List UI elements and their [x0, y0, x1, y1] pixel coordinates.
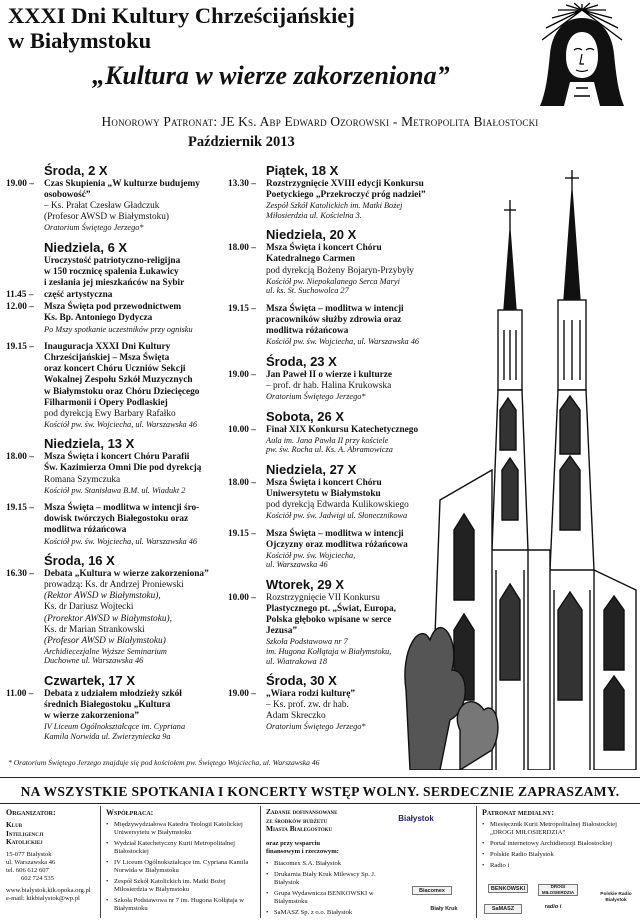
funding-heading: Miasta Białegostoku	[266, 824, 333, 833]
day-heading: Wtorek, 29 X	[266, 577, 345, 593]
event-time: 11.00 –	[6, 688, 34, 699]
event-title: Jan Paweł II o wierze i kulturze	[266, 369, 393, 380]
organizer-name: Klub	[6, 820, 23, 829]
event-time: 19.00 –	[228, 369, 256, 380]
event-location: IV Liceum Ogólnokształcące im. Cypriana	[44, 722, 186, 732]
event-item	[228, 478, 452, 521]
event-location: ul. ks. St. Suchowolca 27	[266, 286, 349, 296]
event-conductor: pod dyrekcją Bożeny Bojaryn-Przybyły	[266, 265, 414, 276]
event-title: Ojczyzny oraz modlitwa różańcowa	[266, 539, 408, 550]
event-item	[6, 256, 252, 289]
event-item	[6, 290, 252, 301]
event-title: Katedralnego Carmen	[266, 254, 356, 265]
samasz-logo: SaMASZ	[484, 904, 522, 914]
organizer-block	[6, 808, 98, 903]
event-title: część artystyczna	[44, 290, 113, 301]
event-title: Uniwersytetu w Białymstoku	[266, 488, 381, 499]
event-time: 19.15 –	[228, 528, 256, 539]
event-speaker-role: (Prorektor AWSD w Białymstoku),	[44, 613, 172, 624]
organizer-name: Inteligencji	[6, 828, 44, 838]
event-item	[6, 689, 252, 741]
month-heading: Październik 2013	[188, 134, 295, 150]
event-title: modlitwa różańcowa	[266, 326, 349, 337]
event-time: 19.15 –	[6, 503, 34, 514]
divider	[476, 806, 477, 918]
event-location: Oratorium Świętego Jerzego*	[266, 391, 366, 401]
list-item: • IV Liceum Ogólnokształcące im. Cypriana Kamila Norwida w Białymstoku	[106, 859, 256, 875]
event-item	[228, 304, 452, 347]
event-speaker: Ks. dr Dariusz Wojtecki	[44, 602, 134, 613]
honorary-patronage: Honorowy Patronat: JE Ks. Abp Edward Ozorowski - Metropolita Białostocki	[101, 114, 539, 129]
support-heading: oraz przy wsparciu	[266, 839, 321, 847]
schedule-left-column	[6, 160, 252, 742]
event-title: Rozstrzygnięcie VII Konkursu	[266, 593, 380, 604]
event-location: Miłosierdzia ul. Kościelna 3.	[266, 210, 362, 220]
event-location: Oratorium Świętego Jerzego*	[266, 722, 366, 732]
event-title: Msza Święta – modlitwa w intencji	[266, 528, 404, 539]
event-title: Debata z udziałem młodzieży szkół	[44, 688, 182, 699]
event-title: Jezusa”	[266, 626, 297, 637]
event-title: Filharmonii i Opery Podlaskiej	[44, 397, 168, 408]
event-item	[6, 342, 252, 429]
title-line-1: XXXI Dni Kultury Chrześcijańskiej	[8, 3, 355, 28]
event-location: Archidiecezjalne Wyższe Seminarium	[44, 646, 167, 656]
event-item	[228, 689, 452, 732]
organizer-website[interactable]: www.bialystok.kik.opoka.org.pl	[6, 886, 91, 894]
schedule-right-column	[228, 160, 452, 733]
event-location: Kościół pw. św. Wojciecha,	[266, 550, 356, 560]
poster-subtitle: „Kultura w wierze zakorzeniona”	[92, 61, 450, 90]
event-title: w Białymstoku oraz Chóru Dziecięcego	[44, 386, 200, 397]
list-item: • Radio i	[482, 862, 636, 870]
day-heading: Środa, 23 X	[266, 353, 337, 369]
divider	[260, 806, 261, 918]
organizer-name: Katolickiej	[6, 837, 43, 847]
event-location: Kościół pw. św. Jadwigi ul. Słonecznikowa	[266, 511, 408, 521]
event-time: 10.00 –	[228, 424, 256, 435]
cooperation-block	[106, 808, 256, 916]
event-title: Msza Święta pod przewodnictwem	[44, 302, 182, 313]
event-title: Inauguracja XXXI Dni Kultury	[44, 342, 171, 353]
list-item: • SaMASZ Sp. z o.o. Białystok	[266, 909, 396, 917]
event-time: 16.30 –	[6, 569, 34, 580]
event-conductor: pod dyrekcją Edwarda Kulikowskiego	[266, 499, 409, 510]
drogi-milosierdzia-logo: DROGI MIŁOSIERDZIA	[538, 884, 578, 896]
event-conductor: pod dyrekcją Ewy Barbary Rafałko	[44, 408, 176, 419]
event-time: 18.00 –	[228, 477, 256, 488]
organizer-address: 15-077 Białystok	[6, 850, 52, 858]
event-location: ul. Wiatrakowa 18	[266, 656, 328, 666]
event-speaker-role: (Profesor AWSD w Białymstoku)	[44, 212, 170, 223]
event-location: Duchowne ul. Warszawska 46	[44, 656, 144, 666]
day-heading: Środa, 2 X	[44, 163, 108, 178]
event-title: Chrześcijańskiej – Msza Święta	[44, 353, 170, 364]
list-item: • Wydział Katechetyczny Kurii Metropolitalnej Białostockiej	[106, 840, 256, 856]
organizer-address: ul. Warszawska 46	[6, 858, 56, 866]
bialystok-logo: Białystok	[398, 814, 434, 823]
event-title: Czas Skupienia „W kulturze budujemy	[44, 179, 200, 189]
event-item	[6, 452, 252, 495]
divider	[0, 803, 640, 804]
event-location: im. Hugona Kołłątaja w Białymstoku,	[266, 647, 392, 656]
event-title: w wierze zakorzeniona”	[44, 711, 140, 722]
funding-heading: ze środków budżetu	[266, 815, 328, 825]
title-line-2: w Białymstoku	[8, 28, 152, 53]
event-location: Kościół pw. Niepokalanego Serca Maryi	[266, 276, 400, 286]
event-time: 10.00 –	[228, 593, 256, 604]
polskie-radio-logo: Polskie Radio Białystok	[600, 892, 632, 903]
free-entry-banner: NA WSZYSTKIE SPOTKANIA I KONCERTY WSTĘP WOLNY. SERDECZNIE ZAPRASZAMY.	[20, 784, 620, 799]
event-item	[6, 179, 252, 233]
event-time: 11.45 –	[6, 290, 34, 301]
day-heading: Niedziela, 20 X	[266, 227, 357, 243]
event-title: pracowników służby zdrowia oraz	[266, 314, 402, 325]
event-title: i zesłania jej mieszkańców na Sybir	[44, 278, 185, 289]
event-time: 19.15 –	[228, 303, 256, 314]
event-title: Msza Święta i koncert Chóru	[266, 477, 382, 488]
event-title: Debata „Kultura w wierze zakorzeniona”	[44, 569, 209, 580]
event-location: ul. Warszawska 46	[266, 560, 328, 570]
event-item	[228, 243, 452, 295]
event-title: Polska głęboko wpisane w serce	[266, 615, 392, 626]
event-title: Msza Święta – modlitwa w intencji śro-	[44, 503, 200, 514]
bialy-kruk-logo: Biały Kruk	[430, 906, 458, 912]
event-title: Wokalnej Zespołu Szkół Muzycznych	[44, 375, 193, 386]
funding-heading: Zadanie dofinansowane	[266, 807, 338, 816]
event-title: Uroczystość patriotyczno-religijna	[44, 255, 181, 266]
event-location: Kamila Norwida ul. Zwierzyniecka 9a	[44, 731, 171, 741]
list-item: • Polskie Radio Białystok	[482, 851, 636, 859]
event-location: Oratorium Świętego Jerzego*	[44, 223, 144, 233]
event-speaker: Ks. dr Marian Strankowski	[44, 624, 145, 635]
event-title: Poetyckiego „Przekroczyć próg nadziei”	[266, 190, 426, 201]
list-item: • Miesięcznik Kurii Metropolitalnej Białostockiej „DROGI MIŁOSIERDZIA”	[482, 821, 636, 837]
event-location: Aula im. Jana Pawła II przy kościele	[266, 435, 389, 445]
list-item: • Międzywydziałowa Katedra Teologii Katolickiej Uniwersytetu w Białymstoku	[106, 821, 256, 837]
event-item	[6, 569, 252, 666]
organizer-email[interactable]: e-mail: kikbialystok@wp.pl	[6, 894, 80, 902]
list-item: • Zespół Szkół Katolickich im. Matki Bożej Miłosierdzia w Białymstoku	[106, 878, 256, 894]
day-heading: Środa, 16 X	[44, 553, 115, 569]
event-time: 19.15 –	[6, 342, 34, 353]
divider	[100, 806, 101, 918]
event-title: Msza Święta i koncert Chóru	[266, 243, 382, 254]
poster-title	[8, 3, 508, 53]
event-item	[228, 370, 452, 402]
event-title: średnich Białegostoku „Kultura	[44, 700, 171, 711]
event-title: Rozstrzygnięcie XVIII edycji Konkursu	[266, 179, 424, 189]
organizer-phone: tel. 606 612 607	[6, 866, 49, 874]
event-title: Msza Święta i koncert Chóru Parafii	[44, 452, 190, 463]
event-title: Plastycznego pt. „Świat, Europa,	[266, 604, 396, 615]
footnote: * Oratorium Świętego Jerzego znajduje się pod kościołem pw. Świętego Wojciecha, ul. Warszawska 46	[8, 758, 320, 767]
day-heading: Czwartek, 17 X	[44, 672, 136, 688]
event-item	[228, 593, 452, 666]
day-heading: Niedziela, 6 X	[44, 239, 128, 255]
cooperation-heading: Współpraca:	[106, 808, 154, 817]
event-time: 18.00 –	[228, 243, 256, 254]
event-item	[228, 425, 452, 455]
event-title: „Wiara rodzi kulturę”	[266, 689, 356, 700]
list-item: • Biacomex S.A. Białystok	[266, 860, 396, 868]
event-title: osobowość”	[44, 190, 91, 201]
list-item: • Grupa Wydawnicza BENKOWSKI w Białymstoku	[266, 890, 396, 906]
event-location: Kościół pw. św. Wojciecha, ul. Warszawska 46	[44, 536, 198, 546]
madonna-icon	[530, 2, 634, 110]
event-time: 19.00 –	[6, 179, 34, 189]
event-speaker-role: (Rektor AWSD w Białymstoku),	[44, 591, 161, 602]
event-time: 13.30 –	[228, 179, 256, 189]
event-title: dowisk twórczych Białegostoku oraz	[44, 514, 189, 525]
event-item	[228, 179, 452, 220]
event-title: Ks. Bp. Antoniego Dydycza	[44, 313, 153, 324]
event-item	[6, 302, 252, 334]
event-speaker: – Ks. Prałat Czesław Gładczuk	[44, 201, 160, 212]
event-speaker: – prof. dr hab. Halina Krukowska	[266, 380, 392, 391]
event-conductor: Romana Szymczuka	[44, 474, 121, 485]
list-item: • Szkoła Podstawowa nr 7 im. Hugona Kołłątaja w Białymstoku	[106, 897, 256, 913]
radio-i-logo: radio i	[544, 904, 562, 910]
media-heading: Patronat medialny:	[482, 808, 554, 817]
event-title: modlitwa różańcowa	[44, 525, 127, 536]
event-speaker-role: (Profesor AWSD w Białymstoku)	[44, 635, 166, 646]
organizer-heading: Organizator:	[6, 808, 56, 817]
benkowski-logo: BENKOWSKI	[488, 884, 528, 893]
event-item	[228, 529, 452, 570]
event-location: Szkoła Podstawowa nr 7	[266, 637, 348, 647]
day-heading: Środa, 30 X	[266, 673, 337, 689]
event-title: Msza Święta – modlitwa w intencji	[266, 303, 404, 314]
event-speaker: – Ks. prof. zw. dr hab.	[266, 700, 349, 711]
event-note: Po Mszy spotkanie uczestników przy ognisku	[44, 324, 193, 334]
event-time: 19.00 –	[228, 689, 256, 700]
event-title: w 150 rocznicę spalenia Łukawicy	[44, 267, 179, 278]
media-patronage-block	[482, 808, 636, 873]
divider	[0, 777, 640, 778]
event-speaker: prowadzą: Ks. dr Andrzej Proniewski	[44, 580, 184, 591]
event-location: Kościół pw. św. Wojciecha, ul. Warszawska 46	[266, 337, 420, 347]
event-location: Kościół pw. Stanisława B.M. ul. Wiadukt 2	[44, 485, 186, 495]
list-item: • Portal internetowy Archidiecezji Białostockiej	[482, 840, 636, 848]
day-heading: Sobota, 26 X	[266, 408, 345, 424]
event-location: Zespół Szkół Katolickich im. Matki Bożej	[266, 201, 403, 211]
event-speaker: Adam Skreczko	[266, 711, 326, 722]
event-time: 18.00 –	[6, 452, 34, 463]
event-title: oraz koncert Chóru Uczniów Sekcji	[44, 364, 186, 375]
event-location: Kościół pw. św. Wojciecha, ul. Warszawska 46	[44, 419, 198, 429]
event-title: Św. Kazimierza Omni Die pod dyrekcją	[44, 463, 202, 474]
event-title: Finał XIX Konkursu Katechetycznego	[266, 424, 419, 435]
day-heading: Piątek, 18 X	[266, 163, 339, 178]
biacomex-logo: Biacomex	[412, 886, 452, 895]
list-item: • Drukarnia Biały Kruk Milewscy Sp. J. Białystok	[266, 871, 396, 887]
event-item	[6, 503, 252, 546]
day-heading: Niedziela, 27 X	[266, 461, 357, 477]
support-heading: finansowym i rzeczowym:	[266, 847, 339, 855]
event-location: pw. św. Rocha ul. Ks. A. Abramowicza	[266, 445, 393, 455]
organizer-phone: 602 724 535	[21, 874, 54, 882]
event-time: 12.00 –	[6, 302, 34, 313]
day-heading: Niedziela, 13 X	[44, 436, 135, 452]
